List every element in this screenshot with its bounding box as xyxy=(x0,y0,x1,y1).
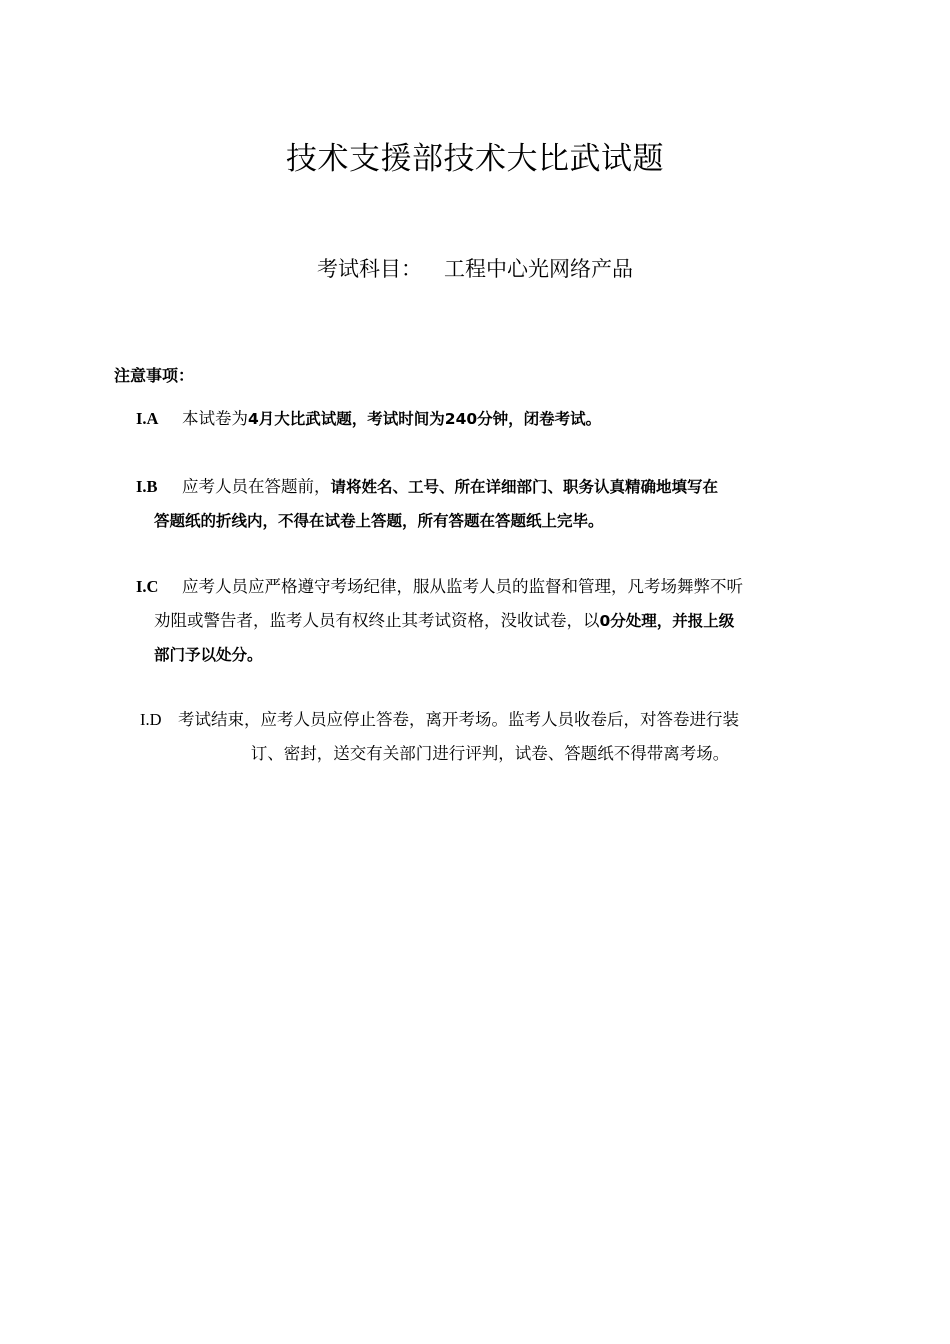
item-text-line2-plain: 劝阻或警告者，监考人员有权终止其考试资格，没收试卷，以 xyxy=(154,611,600,630)
item-text-line1: 应考人员应严格遵守考场纪律，服从监考人员的监督和管理，凡考场舞弊不听 xyxy=(182,577,743,596)
item-number: I.B xyxy=(136,477,158,496)
item-text-lead: 本试卷为 xyxy=(182,409,248,428)
notice-heading: 注意事项： xyxy=(114,366,195,385)
item-text-line1: 考试结束，应考人员应停止答卷，离开考场。监考人员收卷后，对答卷进行装 xyxy=(178,710,739,729)
item-number: I.A xyxy=(136,409,159,428)
notice-item-a xyxy=(136,402,836,436)
notice-item-c xyxy=(136,570,836,672)
item-text-bold-line2: 答题纸的折线内，不得在试卷上答题，所有答题在答题纸上完毕。 xyxy=(154,512,604,530)
page-title: 技术支援部技术大比武试题 xyxy=(286,141,664,177)
item-text-bold: 4月大比武试题，考试时间为240分钟，闭卷考试。 xyxy=(248,410,602,428)
item-text-line2: 订、密封，送交有关部门进行评判，试卷、答题纸不得带离考场。 xyxy=(250,744,730,763)
item-text-line2-bold: 0分处理，并报上级 xyxy=(599,612,735,630)
exam-subject-label: 考试科目： xyxy=(317,257,422,281)
item-text-line3-bold: 部门予以处分。 xyxy=(154,646,263,664)
item-text-bold-line1: 请将姓名、工号、所在详细部门、职务认真精确地填写在 xyxy=(330,478,719,496)
notice-item-b xyxy=(136,470,836,538)
item-number: I.C xyxy=(136,577,159,596)
item-number: I.D xyxy=(140,710,162,729)
notice-item-d xyxy=(140,703,840,771)
exam-subject-value: 工程中心光网络产品 xyxy=(444,257,633,281)
item-text-lead: 应考人员在答题前， xyxy=(182,477,331,496)
exam-subject xyxy=(0,253,950,285)
